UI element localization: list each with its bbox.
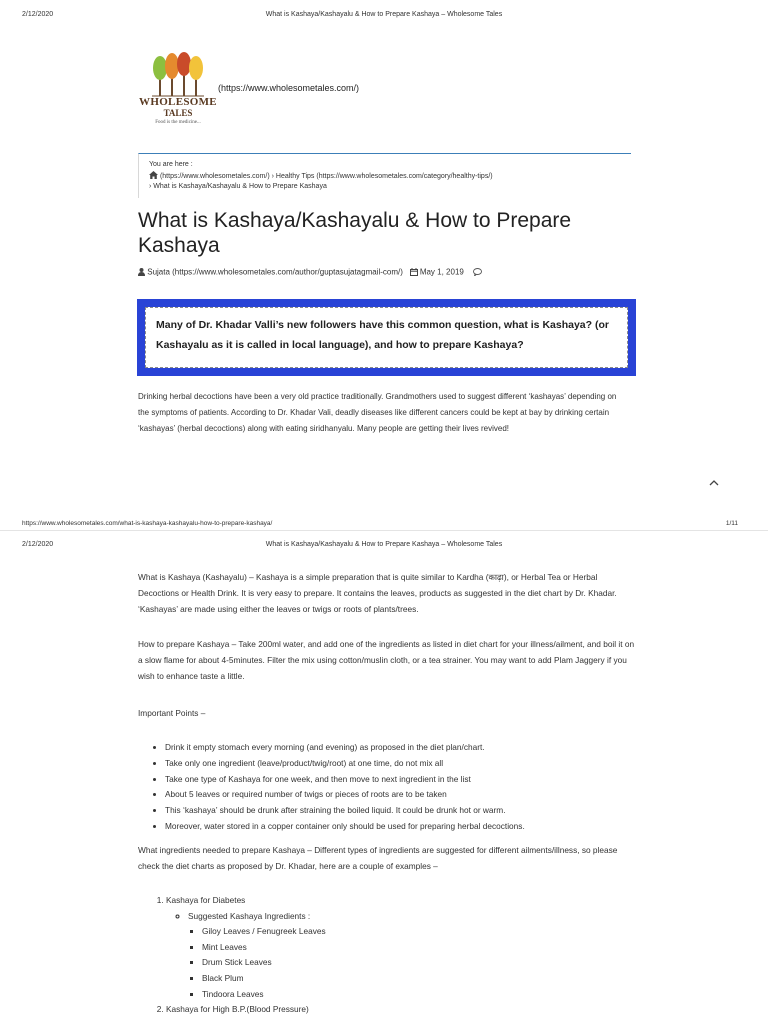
sub-heading: ◦ Suggested Kashaya Ingredients : ▪ Giloy Leaves / Fenugreek Leaves ▪ Mint Leaves ▪ Drum Stick Leaves ▪ Black Plum ▪ Tindoora Leaves (188, 909, 626, 1003)
ingredient-item: ▪ Drum Stick Leaves (202, 955, 626, 971)
print-title: What is Kashaya/Kashayalu & How to Prepare Kashaya – Wholesome Tales (265, 11, 503, 18)
publish-date: May 1, 2019 (419, 267, 464, 277)
ingredients-intro-paragraph: What ingredients needed to prepare Kashaya – Different types of ingredients are suggested for different ailments/illness, so please check the diet charts as proposed by Dr. Khadar, here are a couple of examples – (138, 845, 618, 871)
ingredient-item: ▪ Giloy Leaves / Fenugreek Leaves (202, 924, 626, 940)
trees-logo-icon (138, 52, 218, 98)
print-title: What is Kashaya/Kashayalu & How to Prepare Kashaya – Wholesome Tales (265, 541, 503, 548)
pdf-page-2 (0, 530, 768, 1024)
breadcrumb-separator: › (271, 172, 274, 180)
example-title: Kashaya for High B.P.(Blood Pressure) (166, 1004, 309, 1015)
site-logo[interactable] (138, 52, 218, 130)
list-item: • This ‘kashaya’ should be drunk after straining the boiled liquid. It could be drunk hot or warm. (165, 803, 645, 819)
home-icon (149, 171, 158, 179)
print-date: 2/12/2020 (22, 541, 54, 548)
intro-paragraph: Drinking herbal decoctions have been a very old practice traditionally. Grandmothers used to suggest different ‘kashayas’ depending on the symptoms of patients. According to Dr. Khadar Vali, deadly diseases like different cancers could be kept at bay by drinking certain ‘kashayas’ (herbal decoctions) along with eating siridhanyalu. Many people are getting their lives revived! (138, 392, 617, 433)
logo-tagline: Food is the medicine... (155, 120, 201, 125)
breadcrumb-label: You are here : (149, 161, 193, 168)
callout-box (137, 299, 636, 376)
breadcrumb-separator: › (149, 183, 152, 190)
breadcrumb-category[interactable]: Healthy Tips (https://www.wholesometales.com/category/healthy-tips/) (275, 172, 493, 180)
calendar-icon (410, 268, 418, 276)
logo-text-line1: WHOLESOME (139, 96, 217, 108)
ingredient-list (188, 924, 626, 1002)
example-title: Kashaya for Diabetes (166, 895, 246, 905)
breadcrumb (138, 153, 631, 198)
callout-text: Many of Dr. Khadar Valli’s new followers have this common question, what is Kashaya? (or Kashayalu as it is called in local language), and how to prepare Kashaya? (145, 307, 628, 368)
list-item: • Moreover, water stored in a copper container only should be used for preparing herbal decoctions. (165, 819, 645, 835)
scroll-to-top-icon[interactable] (707, 478, 721, 488)
list-item: • Take one type of Kashaya for one week, and then move to next ingredient in the list (165, 772, 645, 788)
article-meta (138, 267, 482, 276)
list-item: • Drink it empty stomach every morning (and evening) as proposed in the diet plan/chart. (165, 740, 645, 756)
important-points-list (152, 740, 645, 835)
breadcrumb-current: What is Kashaya/Kashayalu & How to Prepare Kashaya (153, 183, 327, 190)
list-item: • About 5 leaves or required number of twigs or pieces of roots are to be taken (165, 787, 645, 803)
author-link[interactable]: Sujata (https://www.wholesometales.com/author/guptasujatagmail-com/) (147, 267, 403, 277)
comment-icon[interactable] (473, 268, 482, 276)
ingredient-item: ▪ Tindoora Leaves (202, 987, 626, 1003)
ingredient-item: ▪ Mint Leaves (202, 940, 626, 956)
kashaya-examples-list (152, 893, 626, 1018)
home-link[interactable]: (https://www.wholesometales.com/) (218, 83, 360, 93)
logo-text-line2: TALES (163, 108, 193, 118)
how-to-prepare-paragraph: How to prepare Kashaya – Take 200ml water, and add one of the ingredients as listed in diet chart for your illness/ailment, and boil it on a slow flame for about 4-5minutes. Filter the mix using cotton/muslin cloth, or a tea strainer. You may want to add Plam Jaggery if you wish to enhance taste a little. (138, 639, 635, 681)
article-title: What is Kashaya/Kashayalu & How to Prepare Kashaya (138, 209, 572, 257)
print-page-number: 1/11 (725, 520, 738, 527)
breadcrumb-home[interactable]: (https://www.wholesometales.com/) (149, 173, 272, 180)
important-points-heading: Important Points – (138, 708, 206, 718)
user-icon (138, 268, 145, 276)
print-url: https://www.wholesometales.com/what-is-kashaya-kashayalu-how-to-prepare-kashaya/ (22, 520, 273, 527)
print-date: 2/12/2020 (22, 11, 54, 18)
list-item: • Take only one ingredient (leave/product/twig/root) at one time, do not mix all (165, 756, 645, 772)
ingredient-item: ▪ Black Plum (202, 971, 626, 987)
what-is-kashaya-paragraph: What is Kashaya (Kashayalu) – Kashaya is a simple preparation that is quite similar to Kardha (काढ़ा), or Herbal Tea or Herbal Decoctions or Health Drink. It is very easy to prepare. It contains the leaves, products as suggested in the diet chart by Dr. Khadar. ‘Kashayas’ are made using either the leaves or twigs or roots of plants/trees. (138, 572, 617, 614)
example-item (166, 893, 626, 1002)
example-item (166, 1002, 626, 1018)
